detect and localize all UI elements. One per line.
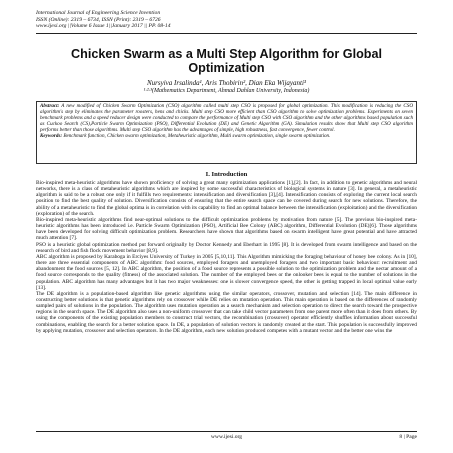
body-paragraph: The DE algorithm is a population-based algorithm like genetic algorithms using the similar operators, crossover, mutation and selection [14]. The main difference in constructing better solutions is that genetic algorithms rely on crossover while DE relies on mutation operation. This main operation is based on the differences of randomly sampled pairs of solutions in the population. The algorithm uses mutation operation as a search mechanism and selection operation to direct the search toward the prospective regions in the search space. The DE algorithm also uses a non-uniform crossover that can take child vector parameters from one parent more often than it does from others. By using the components of the existing population members to construct trial vectors, the recombination (crossover) operator efficiently shuffles information about successful combinations, enabling the search for a better solution space. In DE, a population of solution vectors is randomly created at the start. This population is successfully improved by applying mutation, crossover and selection operators. In the DE algorithm, each new solution produced competes with a mutant vector and the better one wins the [36,290,417,334]
introduction-body [36,180,417,427]
abstract-box [36,101,417,164]
journal-issn: ISSN (Online): 2319 – 6734, ISSN (Print): 2319 – 6726 [36,16,161,23]
journal-header [36,10,417,30]
page-number: 8 | Page [399,434,417,440]
footer-url[interactable]: www.ijesi.org [210,434,243,440]
body-paragraph: Bio-inspired meta-heuristic algorithms find near-optimal solutions to the difficult optimization problems by motivation from nature [5]. The previous bio-inspired meta-heuristic algorithms has been introduced i.e. Particle Swarm Optimization (PSO), Artificial Bee Colony (ABC) algorithm, Differential Evolution (DE)[6]. Those algorithms have been developed for solving difficult optimization problem. Researchers have shown that algorithms based on swarm intelligent have great potential and have attracted much attention [7]. [36,216,417,242]
body-paragraph: ABC algorithm is proposed by Karaboga in Erciyes University of Turkey in 2005 [5,10,11]. This Algorithm mimicking the foraging behaviour of honey bee colony. As in [10], there are three essential components of ABC algorithm: food sources, employed foragers and unemployed foragers and two important basic behaviour: recruitment and abandonment the food sources [5, 12]. In ABC algorithm, the position of a food source represents a possible solution to the optimization problem and the nectar amount of a food source corresponds to the quality (fitness) of the associated solution. The number of the employed bees or the onlooker bees is equal to the number of solutions in the population. ABC algorithm has many advantages but it has two major weaknesses: one is slower convergence speed, the other is getting trapped in local optimal value early [13]. [36,253,417,291]
journal-volume: www.ijesi.org ||Volume 6 Issue 1||January 2017 || PP. 08-14 [36,23,171,30]
author-affiliation: ¹·²·³(Mathematics Department, Ahmad Dahlan University, Indonesia) [143,88,310,94]
abstract-text: A new modified of Chicken Swarm Optimization (CSO) algorithm called multi step CSO is proposed for global optimization. This modification is reducing the CSO algorithm's step by eliminates the parameter roosters, hens and chicks. Multi step CSO more efficient than CSO algorithm to solve optimization problems. Experiments on seven benchmark problems and a speed reducer design were conducted to compare the performance of Multi step CSO with CSO algorithm and the other algorithms based population such as Cuckoo Search (CS),Particle Swarm Optimization (PSO), Differential Evolution (DE) and Genetic Algorithm (GA). Simulation results show that Multi step CSO algorithm performs better than those algorithms. Multi step CSO algorithm has the advantages of simple, high robustness, fast convergence, fewer control. [40,103,413,133]
body-paragraph: PSO is a heuristic global optimization method put forward originally by Doctor Kennedy and Eberhart in 1995 [8]. It is developed from swarm intelligence and based on the research of bird and fish flock movement behavior [8,9]. [36,241,417,254]
keywords-text: Benchmark function, Chicken swarm optimization, Metaheuristic algorithm, Multi swarm optimization, single swarm optimization. [63,132,331,139]
keywords-label: Keywords: [40,132,63,139]
section-heading: I. Introduction [205,171,248,178]
footer-divider [36,431,417,432]
author-list: Nursyiva Irsalinda¹, Aris Thobirin², Dian Eka Wijayanti³ [146,79,306,87]
paper-title: Chicken Swarm as a Multi Step Algorithm for Global Optimization [71,47,382,75]
header-divider [36,33,417,34]
abstract-label: Abstract: [40,103,60,109]
journal-name: International Journal of Engineering Science Invention [36,10,161,16]
body-paragraph: Bio-inspired meta-heuristic algorithms have shown proficiency of solving a great many optimization applications [1],[2]. In fact, in addition to genetic algorithms and neural networks, there is a class of metaheuristic algorithms which are inspired by some successful characteristics of biological systems in nature [3]. In general, a metaheuristic algorithm is said to be a robust one only if it fulfills two requirements: intensification and diversification [3],[4]. Intensification consists of exploring the current local search position to find the best quality of solution. Diversification consists of ensuring that the entire search space can be covered during search for new solutions. Therefore, the ability of a metaheuristic to find the global optima is in correlation with its capability to find an optimal balance between the intensification (exploitation) and the diversification (exploration) of the search. [36,180,417,217]
